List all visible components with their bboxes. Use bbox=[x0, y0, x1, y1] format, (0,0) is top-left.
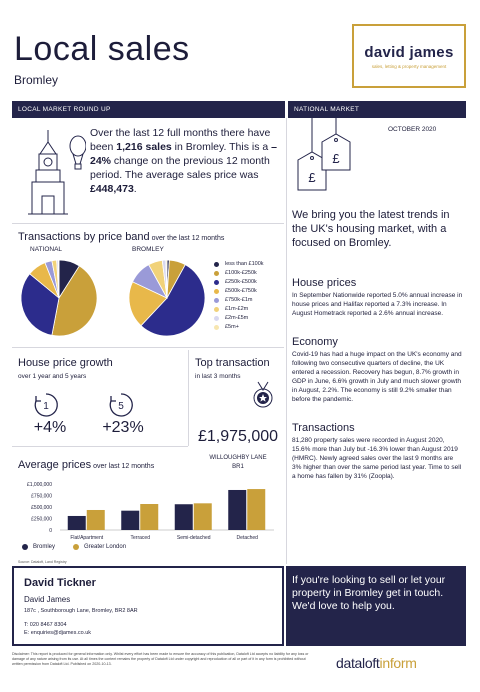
disclaimer: Disclaimer: This report is produced for general information only. Whilst every effort has been made to ensure the accuracy of this publication, Dataloft Ltd accepts no liability for any loss or damage of any nature arising from its use. At all times the content remains the property of Dataloft Ltd under copyright and reproduction of all or part of it in any form is prohibited without written permission from Dataloft Ltd. Published on 2020-10-13. bbox=[12, 652, 309, 667]
company-logo[interactable] bbox=[352, 24, 466, 88]
legend-label: £500k-£750k bbox=[225, 288, 257, 294]
bar-bromley bbox=[175, 504, 193, 530]
legend-item bbox=[214, 314, 284, 323]
x-tick-label: Detached bbox=[236, 535, 258, 541]
economy-text: Covid-19 has had a huge impact on the UK's economy and following two consecutive quarters of decline, the UK entered a recession. Recovery has begun, 8.7% growth in GDP in June, 6.6% growth in July and much slower growth in August, 2.2%. The economy is still 9.2% smaller than before the pandemic. bbox=[292, 351, 462, 403]
contact-card bbox=[12, 566, 284, 646]
bar-bromley bbox=[121, 511, 139, 530]
legend-label: £250k-£500k bbox=[225, 279, 257, 285]
legend-bromley: Bromley bbox=[33, 544, 56, 550]
one-year-number: 1 bbox=[43, 401, 49, 412]
y-tick-label: £750,000 bbox=[31, 493, 52, 500]
intro-summary: Over the last 12 full months there have been 1,216 sales in Bromley. This is a –24% change on the previous 12 month period. The average sales price was £448,473. bbox=[90, 127, 277, 195]
y-tick-label: £1,000,000 bbox=[26, 482, 52, 488]
house-prices-text: In September Nationwide reported 5.0% annual increase in house prices and Halifax reported a 7.3% increase. In August Hometrack reported a 2.6% annual increase. bbox=[292, 292, 463, 317]
price-band-legend bbox=[214, 260, 284, 332]
agent-phone[interactable]: T: 020 8467 8304 bbox=[24, 622, 67, 628]
bromley-pie-label: BROMLEY bbox=[132, 246, 164, 253]
one-year-growth: +4% bbox=[33, 419, 67, 436]
legend-dot-london bbox=[73, 544, 79, 550]
legend-dot bbox=[214, 280, 219, 285]
transactions-title: Transactions bbox=[292, 422, 355, 434]
avg-legend bbox=[22, 544, 126, 550]
agent-email[interactable]: E: enquiries@djames.co.uk bbox=[24, 630, 92, 636]
medal-icon bbox=[250, 380, 276, 410]
legend-dot bbox=[214, 271, 219, 276]
legend-dot-bromley bbox=[22, 544, 28, 550]
divider bbox=[12, 347, 284, 348]
legend-label: £750k-£1m bbox=[225, 297, 253, 303]
avg-prices-chart bbox=[12, 478, 284, 546]
column-divider bbox=[286, 118, 287, 564]
svg-text:£: £ bbox=[332, 151, 340, 166]
divider bbox=[188, 350, 189, 446]
five-year-icon bbox=[108, 392, 134, 418]
national-intro: We bring you the latest trends in the UK's housing market, with a focused on Bromley. bbox=[292, 209, 450, 249]
top-transaction-postcode: BR1 bbox=[232, 464, 244, 470]
national-pie-label: NATIONAL bbox=[30, 246, 63, 253]
y-tick-label: £250,000 bbox=[31, 516, 52, 523]
bar-london bbox=[87, 510, 105, 530]
price-tags-icon bbox=[292, 112, 372, 198]
legend-item bbox=[214, 305, 284, 314]
house-prices-title: House prices bbox=[292, 277, 357, 289]
x-tick-label: Flat/Apartment bbox=[70, 535, 104, 541]
source-note: Source: Dataloft, Land Registry bbox=[18, 560, 67, 564]
legend-dot bbox=[214, 316, 219, 321]
logo-tagline: sales, letting & property management bbox=[371, 64, 447, 69]
legend-label: £5m+ bbox=[225, 324, 239, 330]
bar-london bbox=[247, 489, 265, 530]
legend-london: Greater London bbox=[84, 544, 127, 550]
bar-london bbox=[194, 503, 212, 530]
legend-item bbox=[214, 269, 284, 278]
legend-label: £100k-£250k bbox=[225, 270, 257, 276]
bar-london bbox=[140, 504, 158, 530]
agent-address: 187c , Southborough Lane, Bromley, BR2 8AR bbox=[24, 608, 138, 614]
transactions-text: 81,280 property sales were recorded in August 2020, 15.6% more than July but -16.3% lower than August 2019 (HMRC). Newly agreed sales over the last 9 months are 3% higher than over the same period last year. Time to sell a home has fallen by 31% (Zoopla). bbox=[292, 437, 462, 480]
legend-label: £2m-£5m bbox=[225, 315, 249, 321]
top-transaction-title: Top transaction bbox=[195, 357, 270, 369]
legend-item bbox=[214, 296, 284, 305]
bromley-pie-chart bbox=[122, 258, 212, 338]
dataloft-logo[interactable]: dataloftinform bbox=[336, 655, 417, 671]
legend-label: less than £100k bbox=[225, 261, 264, 267]
agent-name: David Tickner bbox=[24, 577, 96, 589]
contact-cta: If you're looking to sell or let your property in Bromley get in touch. We'd love to help you. bbox=[286, 566, 466, 646]
bar-bromley bbox=[68, 516, 86, 530]
landmark-icon bbox=[18, 124, 86, 220]
growth-title: House price growth bbox=[18, 357, 113, 369]
economy-title: Economy bbox=[292, 336, 338, 348]
top-transaction-subtitle: in last 3 months bbox=[195, 373, 241, 380]
national-section-header: NATIONAL MARKET bbox=[288, 101, 466, 118]
legend-label: £1m-£2m bbox=[225, 306, 249, 312]
logo-name: david james bbox=[364, 44, 454, 61]
x-tick-label: Terraced bbox=[130, 535, 150, 541]
y-tick-label: 0 bbox=[49, 528, 52, 534]
svg-text:£: £ bbox=[308, 170, 316, 185]
legend-dot bbox=[214, 325, 219, 330]
legend-dot bbox=[214, 262, 219, 267]
location-label: Bromley bbox=[14, 73, 59, 87]
legend-dot bbox=[214, 289, 219, 294]
five-year-growth: +23% bbox=[102, 419, 144, 436]
agent-company: David James bbox=[24, 595, 71, 604]
x-tick-label: Semi-detached bbox=[176, 535, 211, 541]
top-transaction-street: WILLOUGHBY LANE bbox=[209, 455, 267, 461]
legend-item bbox=[214, 323, 284, 332]
legend-dot bbox=[214, 298, 219, 303]
y-tick-label: £500,000 bbox=[31, 505, 52, 511]
growth-subtitle: over 1 year and 5 years bbox=[18, 373, 87, 380]
divider bbox=[12, 223, 284, 224]
legend-dot bbox=[214, 307, 219, 312]
divider bbox=[12, 446, 188, 447]
avg-prices-title: Average prices over last 12 months bbox=[18, 459, 155, 471]
bar-bromley bbox=[228, 490, 246, 530]
five-year-number: 5 bbox=[118, 401, 124, 412]
legend-item bbox=[214, 287, 284, 296]
report-date: OCTOBER 2020 bbox=[388, 126, 437, 133]
page-title: Local sales bbox=[14, 30, 190, 68]
national-pie-chart bbox=[14, 258, 104, 338]
legend-item bbox=[214, 260, 284, 269]
price-band-title: Transactions by price band over the last 12 months bbox=[18, 231, 225, 243]
one-year-icon bbox=[33, 392, 59, 418]
local-section-header: LOCAL MARKET ROUND UP bbox=[12, 101, 285, 118]
top-transaction-price: £1,975,000 bbox=[197, 428, 279, 445]
legend-item bbox=[214, 278, 284, 287]
